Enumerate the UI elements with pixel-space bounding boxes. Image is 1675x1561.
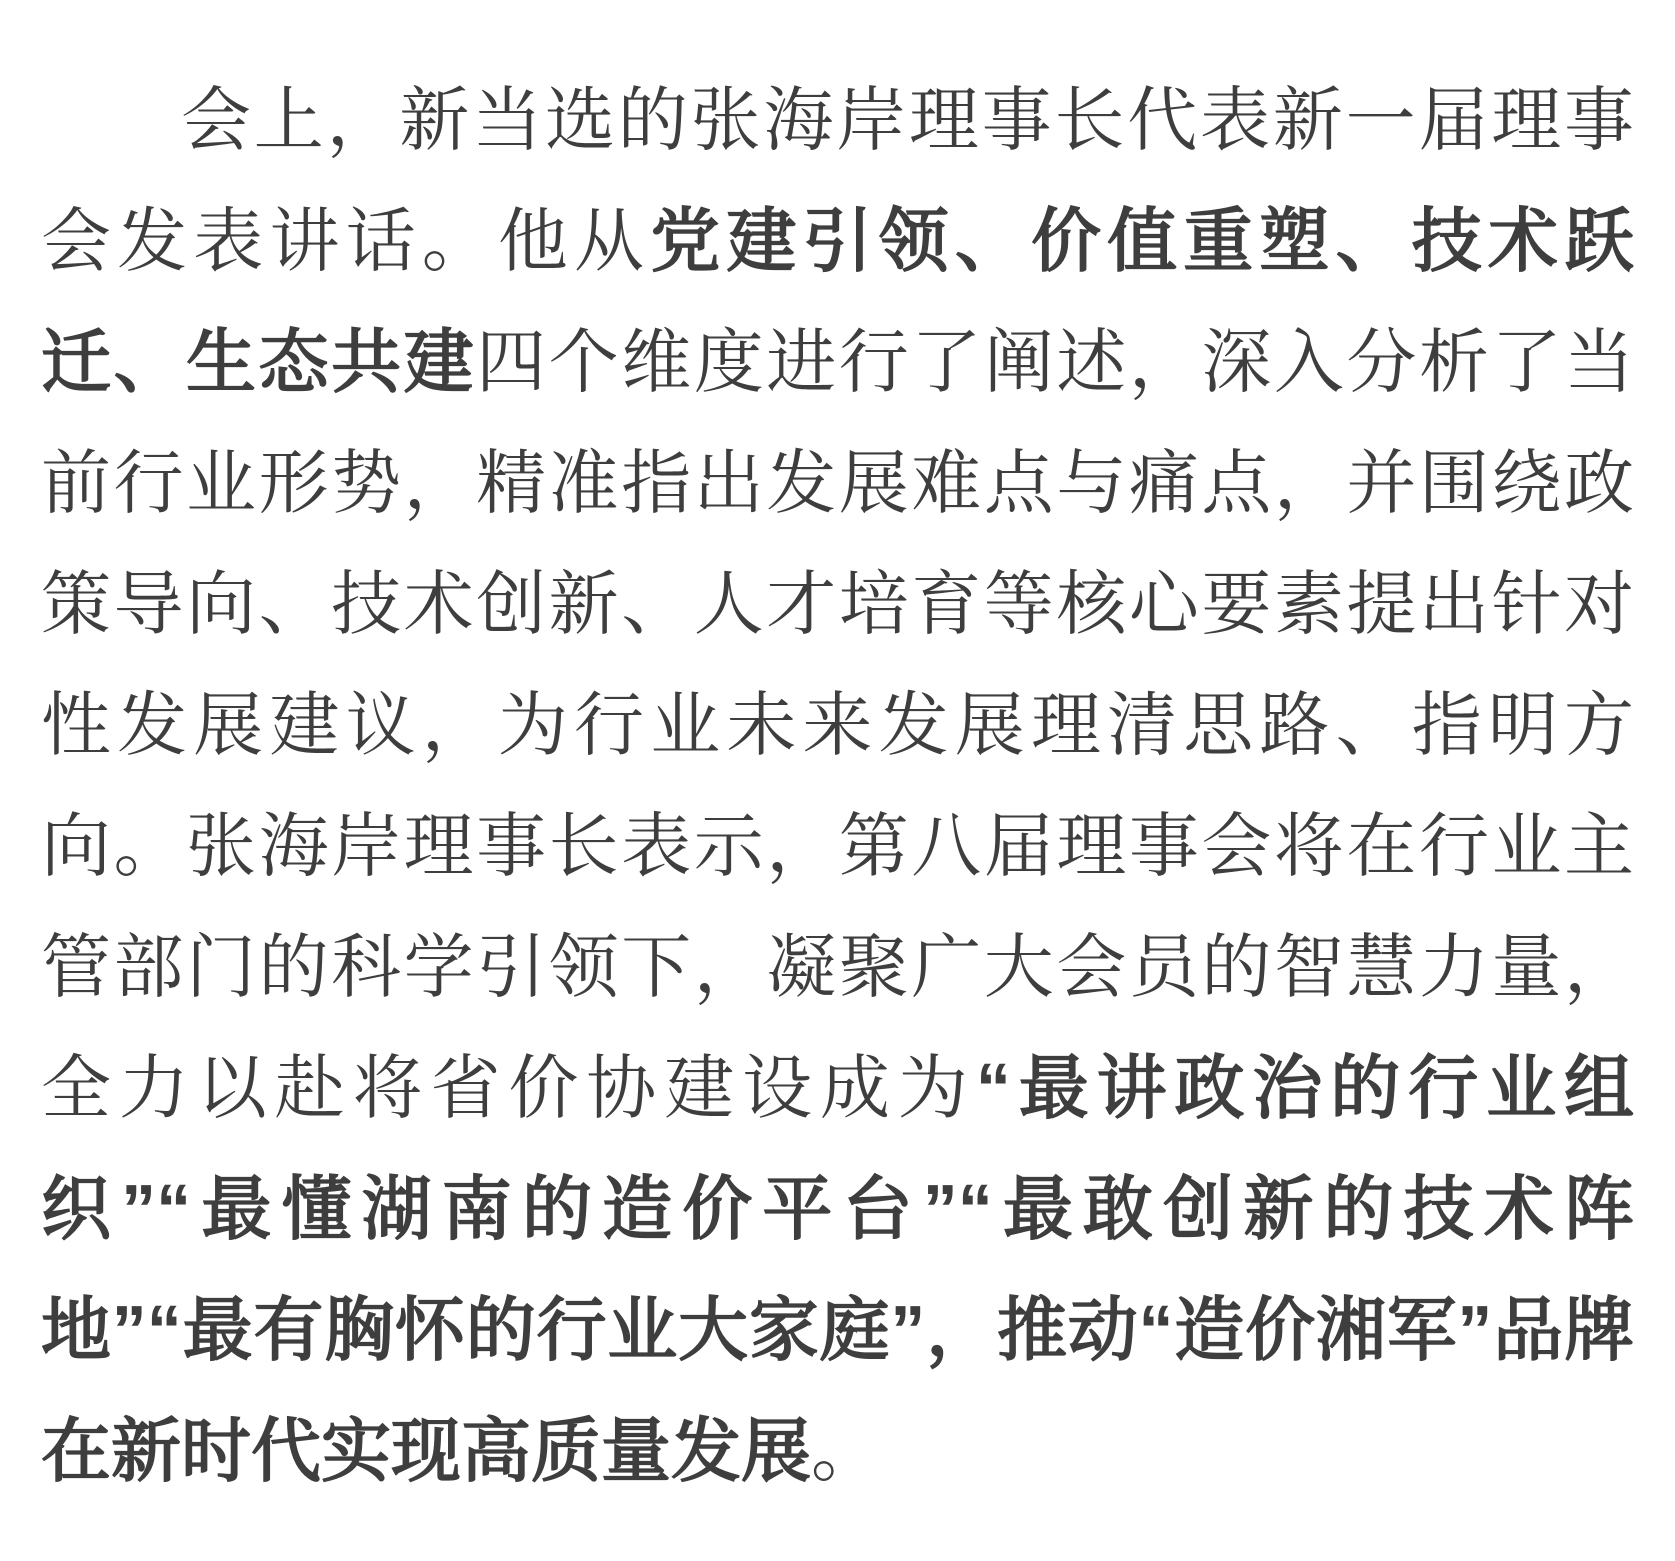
article-paragraph [41,60,1634,1512]
text-run: 会上，新当选的张海岸理事长代表新一届理事会发表讲话。他从 [41,81,1634,280]
text-run-period: 。 [811,1412,881,1490]
text-run-bold-slogans: “最讲政治的行业组织”“最懂湖南的造价平台”“最敢创新的技术阵地”“最有胸怀的行业大家庭”，推动“造价湘军”品牌在新时代实现高质量发展 [41,1049,1635,1490]
text-run: 四个维度进行了阐述，深入分析了当前行业形势，精准指出发展难点与痛点，并围绕政策导向、技术创新、人才培育等核心要素提出针对性发展建议，为行业未来发展理清思路、指明方向。张海岸理事长表示，第八届理事会将在行业主管部门的科学引领下，凝聚广大会员的智慧力量，全力以赴将省价协建设成为 [41,323,1635,1127]
text-run-bold-dimensions: 党建引领、价值重塑、技术跃迁、生态共建 [41,202,1635,401]
